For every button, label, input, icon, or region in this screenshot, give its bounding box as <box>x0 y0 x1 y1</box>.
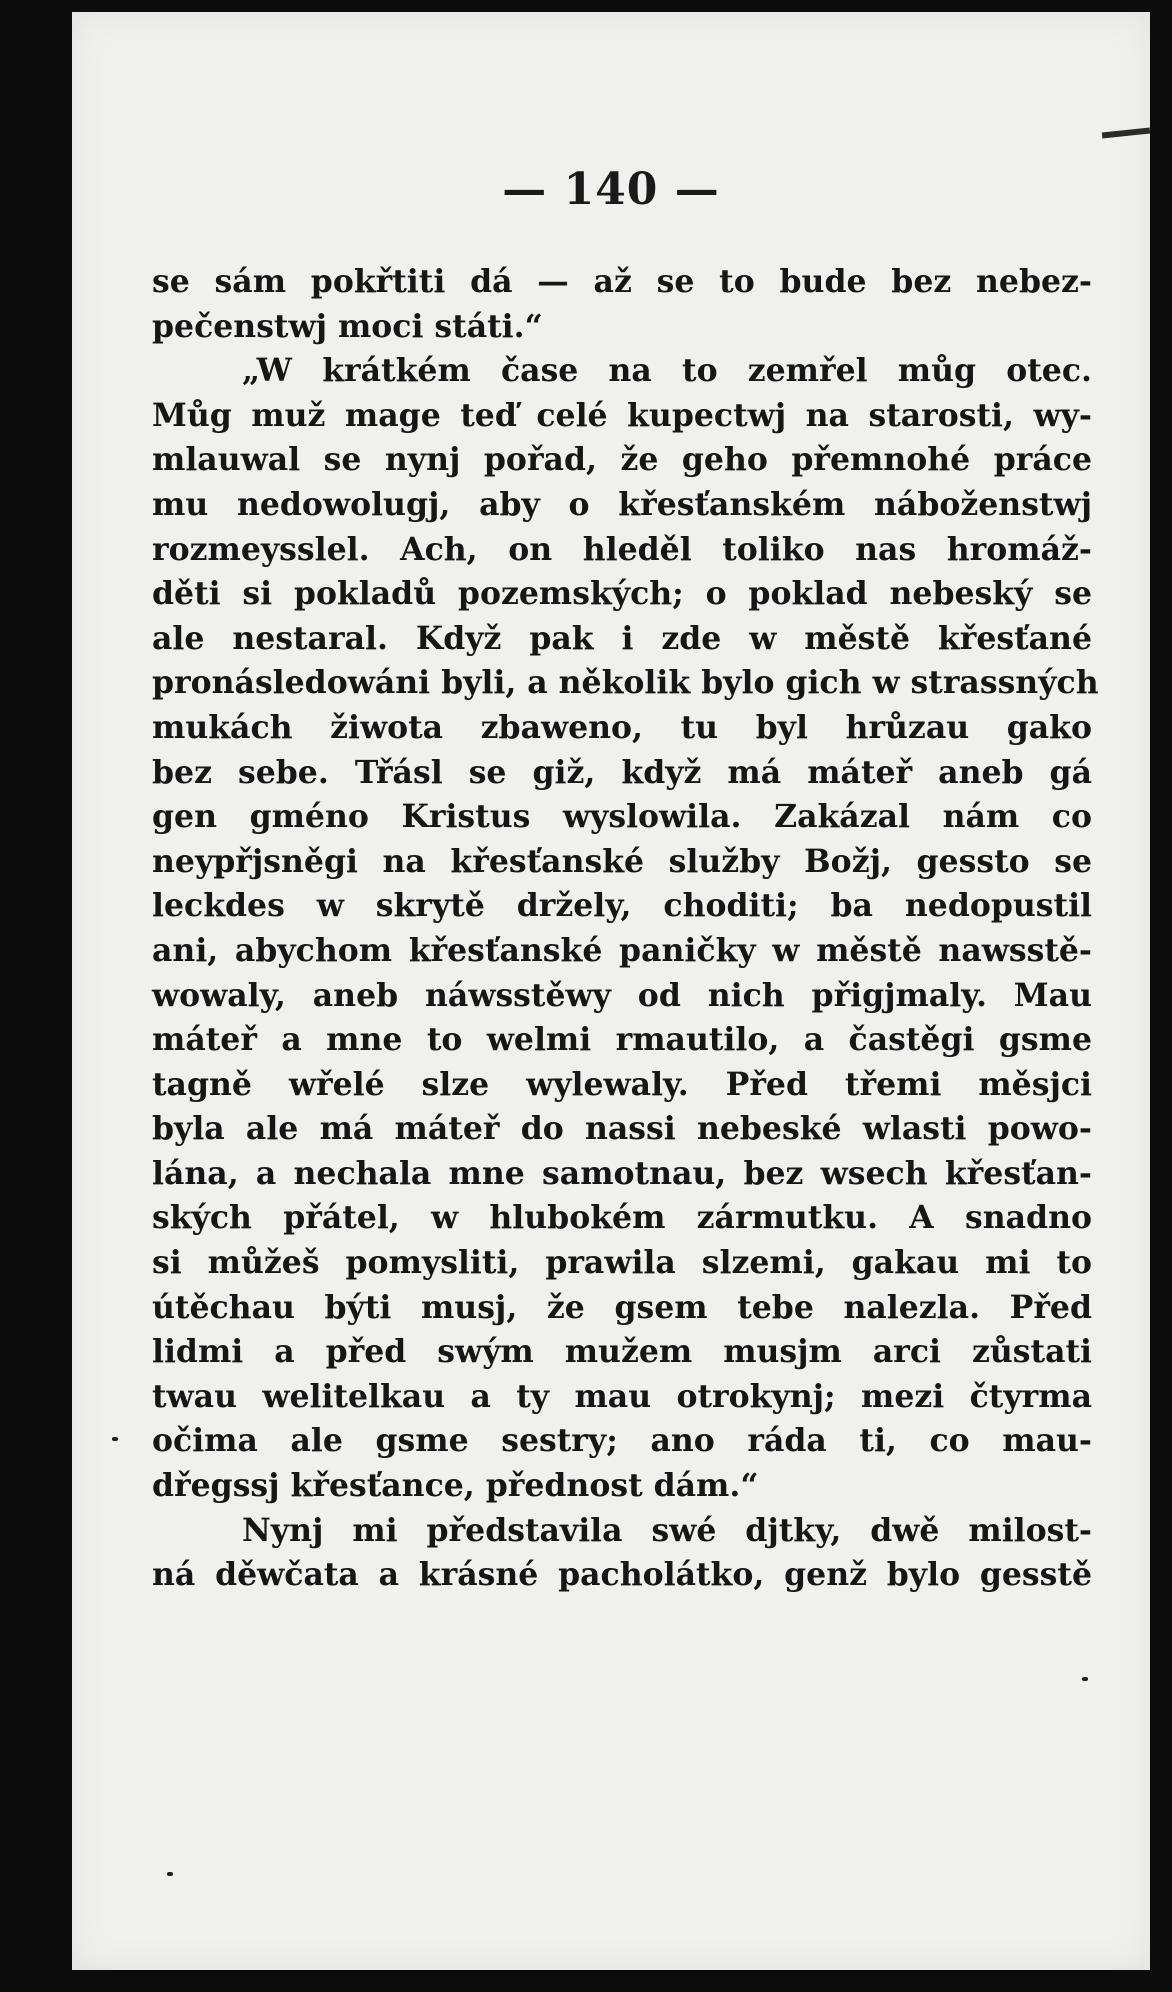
text-line: děti si pokladů pozemských; o poklad nebeský se <box>152 575 1092 613</box>
margin-speck <box>1082 1677 1088 1681</box>
margin-speck <box>112 1437 118 1441</box>
text-line: Můg muž mage teď celé kupectwj na starosti, wy- <box>152 396 1092 434</box>
text-line: rozmeysslel. Ach, on hleděl toliko nas hromáž- <box>152 530 1092 568</box>
page-number: — 140 — <box>502 164 720 215</box>
text-line: byla ale má máteř do nassi nebeské wlasti powo- <box>152 1110 1092 1148</box>
text-line: pečenstwj moci státi.“ <box>152 307 543 345</box>
text-line: máteř a mne to welmi rmautilo, a častěgi gsme <box>152 1021 1092 1059</box>
text-line: twau welitelkau a ty mau otrokynj; mezi čtyrma <box>152 1377 1092 1415</box>
text-line: mu nedowolugj, aby o křesťanském náboženstwj <box>152 485 1092 523</box>
margin-speck <box>167 1872 173 1876</box>
text-line: tagně wřelé slze wylewaly. Před třemi měsjci <box>152 1065 1092 1103</box>
text-line: mukách žiwota zbaweno, tu byl hrůzau gako <box>152 708 1092 746</box>
text-line: útěchau býti musj, že gsem tebe nalezla. Před <box>152 1288 1092 1326</box>
text-line: očima ale gsme sestry; ano ráda ti, co mau- <box>152 1422 1092 1460</box>
text-line: lidmi a před swým mužem musjm arci zůstati <box>152 1333 1092 1371</box>
text-line: neypřjsněgi na křesťanské služby Božj, gessto se <box>152 842 1092 880</box>
text-line: bez sebe. Třásl se giž, když má máteř aneb gá <box>152 753 1092 791</box>
text-line: se sám pokřtiti dá — až se to bude bez nebez- <box>152 263 1092 300</box>
page-body-text <box>152 260 1099 1598</box>
text-line: ale nestaral. Když pak i zde w městě křesťané <box>152 619 1092 657</box>
text-line: si můžeš pomysliti, prawila slzemi, gakau mi to <box>152 1244 1092 1282</box>
text-line: ských přátel, w hlubokém zármutku. A snadno <box>152 1199 1092 1237</box>
text-line: gen gméno Kristus wyslowila. Zakázal nám co <box>152 798 1092 836</box>
text-line: pronásledowáni byli, a několik bylo gich w strassných <box>152 664 1099 702</box>
text-line: „W krátkém čase na to zemřel můg otec. <box>242 352 1092 390</box>
text-line: ani, abychom křesťanské paničky w městě nawsstě- <box>152 931 1092 969</box>
text-line: Nynj mi představila swé djtky, dwě milost- <box>242 1511 1092 1549</box>
text-line: wowaly, aneb náwsstěwy od nich přigjmaly. Mau <box>152 976 1092 1014</box>
book-page <box>72 12 1150 1970</box>
page-edge-mark <box>1102 128 1150 139</box>
text-line: ná děwčata a krásné pacholátko, genž bylo gesstě <box>152 1556 1092 1594</box>
text-line: leckdes w skrytě držely, choditi; ba nedopustil <box>152 887 1092 925</box>
text-line: lána, a nechala mne samotnau, bez wsech křesťan- <box>152 1154 1092 1192</box>
text-line: mlauwal se nynj pořad, že geho přemnohé práce <box>152 441 1092 479</box>
text-line: dřegssj křesťance, přednost dám.“ <box>152 1467 759 1505</box>
